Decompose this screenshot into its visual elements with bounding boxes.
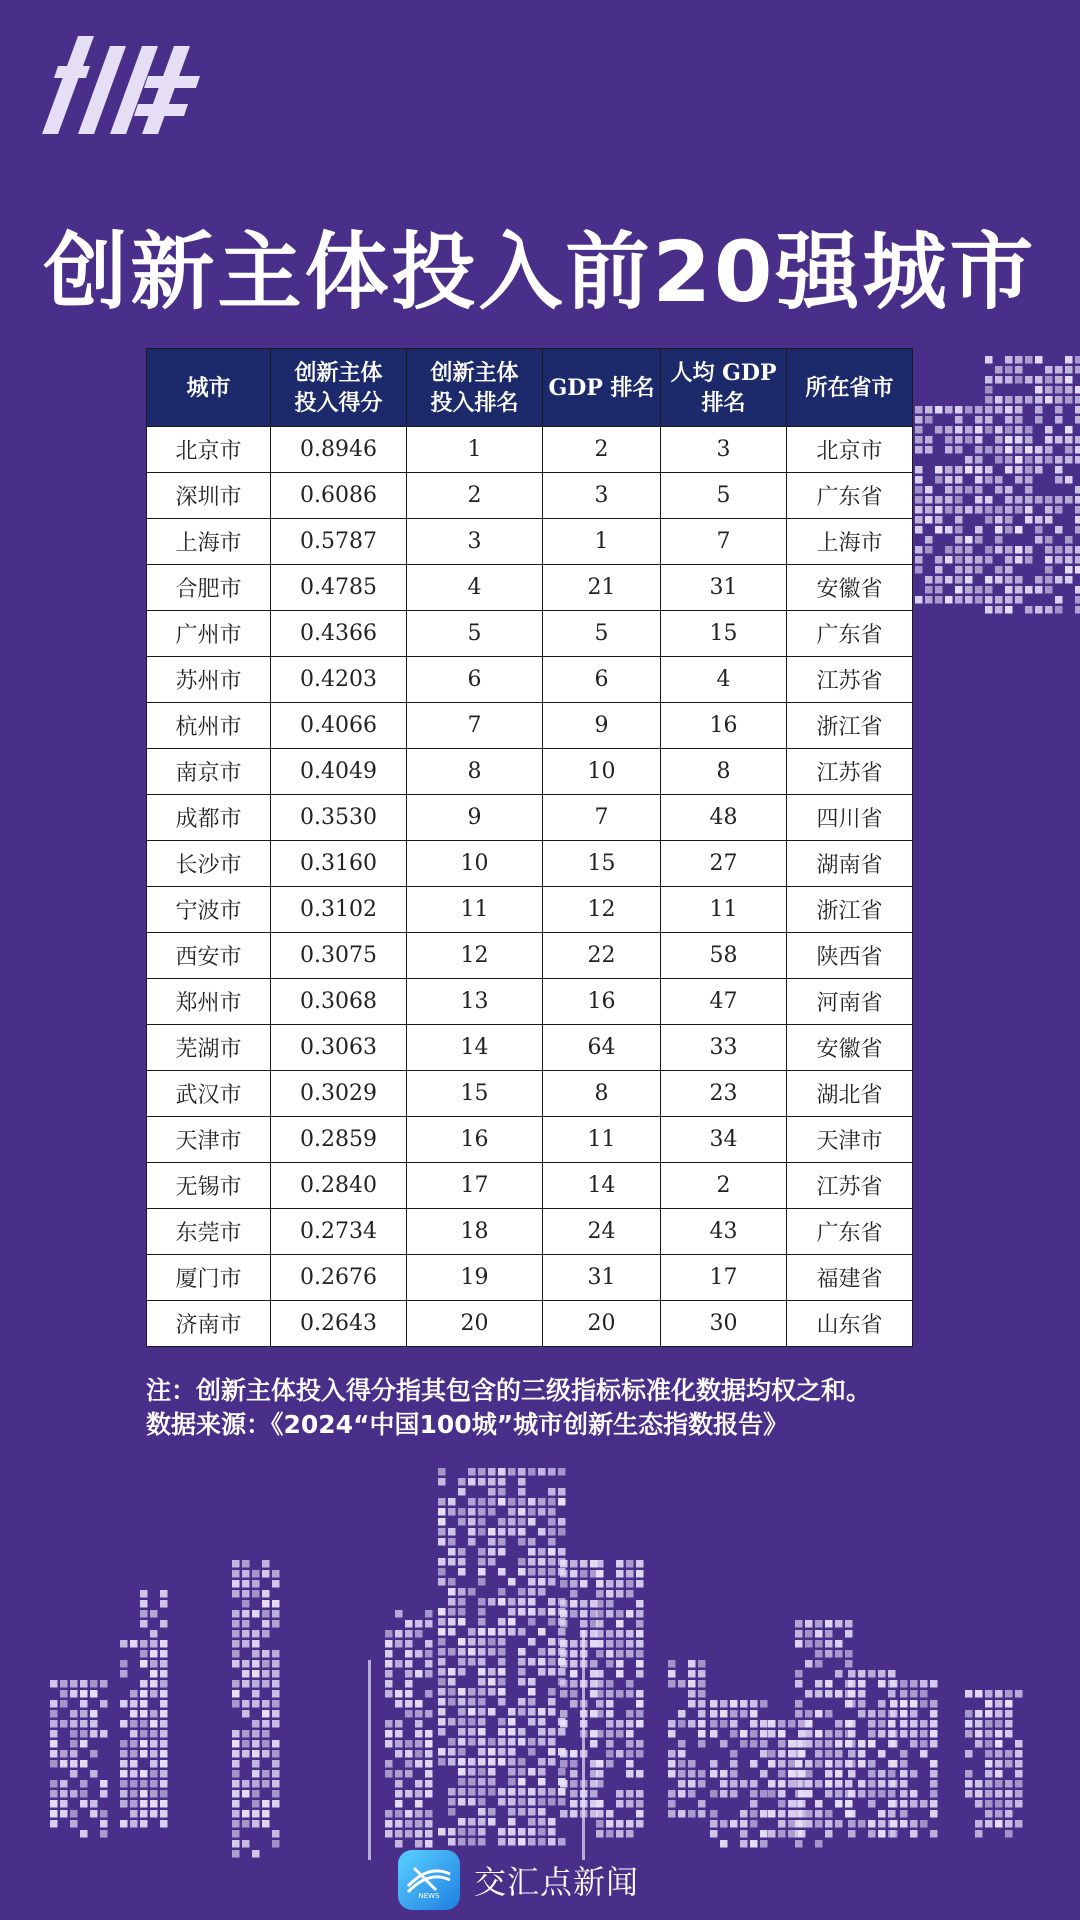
table-cell: 10 bbox=[407, 841, 543, 887]
table-cell: 6 bbox=[543, 657, 661, 703]
table-cell: 陕西省 bbox=[787, 933, 913, 979]
table-cell: 杭州市 bbox=[147, 703, 271, 749]
table-row bbox=[147, 565, 913, 611]
table-cell: 福建省 bbox=[787, 1255, 913, 1301]
column-header-line: 城市 bbox=[186, 374, 231, 401]
column-header-line: 人均 GDP bbox=[670, 359, 777, 386]
table-cell: 济南市 bbox=[147, 1301, 271, 1347]
table-cell: 10 bbox=[543, 749, 661, 795]
source-text: 数据来源：《2024“中国100城”城市创新生态指数报告》 bbox=[146, 1410, 789, 1439]
table-cell: 64 bbox=[543, 1025, 661, 1071]
table-cell: 成都市 bbox=[147, 795, 271, 841]
column-header-line: 投入得分 bbox=[294, 389, 383, 416]
table-cell: 11 bbox=[661, 887, 787, 933]
table-cell: 3 bbox=[661, 427, 787, 473]
column-header bbox=[407, 349, 543, 427]
table-cell: 9 bbox=[407, 795, 543, 841]
table-cell: 天津市 bbox=[147, 1117, 271, 1163]
table-row bbox=[147, 473, 913, 519]
table-cell: 浙江省 bbox=[787, 703, 913, 749]
table-cell: 0.3160 bbox=[271, 841, 407, 887]
table-cell: 13 bbox=[407, 979, 543, 1025]
table-cell: 18 bbox=[407, 1209, 543, 1255]
table-cell: 3 bbox=[407, 519, 543, 565]
table-header-row bbox=[147, 349, 913, 427]
logo-icon bbox=[38, 36, 200, 134]
table-cell: 0.3530 bbox=[271, 795, 407, 841]
table-cell: 19 bbox=[407, 1255, 543, 1301]
table-cell: 山东省 bbox=[787, 1301, 913, 1347]
table-cell: 15 bbox=[407, 1071, 543, 1117]
table-cell: 长沙市 bbox=[147, 841, 271, 887]
table-cell: 0.2840 bbox=[271, 1163, 407, 1209]
table-cell: 30 bbox=[661, 1301, 787, 1347]
table-cell: 上海市 bbox=[147, 519, 271, 565]
table-cell: 16 bbox=[661, 703, 787, 749]
table-cell: 14 bbox=[407, 1025, 543, 1071]
table-cell: 0.3075 bbox=[271, 933, 407, 979]
table-cell: 23 bbox=[661, 1071, 787, 1117]
table-cell: 1 bbox=[407, 427, 543, 473]
table-cell: 0.3102 bbox=[271, 887, 407, 933]
table-cell: 2 bbox=[543, 427, 661, 473]
table-cell: 广东省 bbox=[787, 611, 913, 657]
column-header-line: 所在省市 bbox=[805, 374, 894, 401]
table-cell: 湖北省 bbox=[787, 1071, 913, 1117]
table-cell: 0.2734 bbox=[271, 1209, 407, 1255]
table-cell: 江苏省 bbox=[787, 749, 913, 795]
table-cell: 7 bbox=[543, 795, 661, 841]
table-cell: 4 bbox=[407, 565, 543, 611]
table-cell: 5 bbox=[407, 611, 543, 657]
table-cell: 0.4203 bbox=[271, 657, 407, 703]
table-cell: 14 bbox=[543, 1163, 661, 1209]
table-row bbox=[147, 1163, 913, 1209]
table-cell: 0.4366 bbox=[271, 611, 407, 657]
notes-block bbox=[146, 1374, 1046, 1442]
table-cell: 0.8946 bbox=[271, 427, 407, 473]
table-row bbox=[147, 749, 913, 795]
table-cell: 33 bbox=[661, 1025, 787, 1071]
table-cell: 15 bbox=[661, 611, 787, 657]
table-row bbox=[147, 1301, 913, 1347]
table-cell: 芜湖市 bbox=[147, 1025, 271, 1071]
column-header-line: 排名 bbox=[701, 389, 746, 416]
table-cell: 无锡市 bbox=[147, 1163, 271, 1209]
ranking-table bbox=[146, 348, 913, 1347]
table-cell: 0.4066 bbox=[271, 703, 407, 749]
note-text: 注：创新主体投入得分指其包含的三级指标标准化数据均权之和。 bbox=[146, 1376, 872, 1405]
table-cell: 江苏省 bbox=[787, 657, 913, 703]
table-row bbox=[147, 795, 913, 841]
table-cell: 合肥市 bbox=[147, 565, 271, 611]
table-cell: 17 bbox=[661, 1255, 787, 1301]
table-cell: 11 bbox=[407, 887, 543, 933]
table-cell: 南京市 bbox=[147, 749, 271, 795]
table-cell: 7 bbox=[661, 519, 787, 565]
table-row bbox=[147, 1255, 913, 1301]
table-body bbox=[147, 427, 913, 1347]
table-cell: 北京市 bbox=[787, 427, 913, 473]
skyline-bottom-icon bbox=[0, 1460, 1080, 1860]
column-header bbox=[271, 349, 407, 427]
table-row bbox=[147, 1071, 913, 1117]
brand-logo-icon bbox=[398, 1850, 460, 1910]
table-cell: 厦门市 bbox=[147, 1255, 271, 1301]
table-cell: 浙江省 bbox=[787, 887, 913, 933]
column-header bbox=[787, 349, 913, 427]
table-row bbox=[147, 933, 913, 979]
table-cell: 0.2676 bbox=[271, 1255, 407, 1301]
table-cell: 安徽省 bbox=[787, 565, 913, 611]
table-cell: 江苏省 bbox=[787, 1163, 913, 1209]
table-cell: 湖南省 bbox=[787, 841, 913, 887]
table-cell: 2 bbox=[661, 1163, 787, 1209]
table-cell: 0.2859 bbox=[271, 1117, 407, 1163]
table-row bbox=[147, 427, 913, 473]
table-cell: 27 bbox=[661, 841, 787, 887]
table-cell: 4 bbox=[661, 657, 787, 703]
table-cell: 20 bbox=[407, 1301, 543, 1347]
table-cell: 31 bbox=[661, 565, 787, 611]
table-row bbox=[147, 1117, 913, 1163]
table-row bbox=[147, 887, 913, 933]
table-cell: 5 bbox=[661, 473, 787, 519]
column-header-line: 投入排名 bbox=[430, 389, 519, 416]
table-cell: 48 bbox=[661, 795, 787, 841]
table-cell: 0.5787 bbox=[271, 519, 407, 565]
table-cell: 北京市 bbox=[147, 427, 271, 473]
table-cell: 东莞市 bbox=[147, 1209, 271, 1255]
table-row bbox=[147, 611, 913, 657]
brand-name: 交汇点新闻 bbox=[474, 1863, 640, 1901]
table-cell: 7 bbox=[407, 703, 543, 749]
table-row bbox=[147, 657, 913, 703]
table-cell: 22 bbox=[543, 933, 661, 979]
table-cell: 6 bbox=[407, 657, 543, 703]
brand-logo-text: NEWS bbox=[418, 1892, 440, 1900]
table-cell: 8 bbox=[407, 749, 543, 795]
table-cell: 广州市 bbox=[147, 611, 271, 657]
table-cell: 1 bbox=[543, 519, 661, 565]
table-cell: 河南省 bbox=[787, 979, 913, 1025]
table-cell: 0.3063 bbox=[271, 1025, 407, 1071]
table-cell: 5 bbox=[543, 611, 661, 657]
table-row bbox=[147, 841, 913, 887]
table-cell: 47 bbox=[661, 979, 787, 1025]
table-cell: 广东省 bbox=[787, 1209, 913, 1255]
table-cell: 11 bbox=[543, 1117, 661, 1163]
table-cell: 天津市 bbox=[787, 1117, 913, 1163]
page-title: 创新主体投入前20强城市 bbox=[43, 223, 1037, 321]
table-cell: 深圳市 bbox=[147, 473, 271, 519]
column-header-line: GDP 排名 bbox=[548, 374, 655, 401]
table-row bbox=[147, 519, 913, 565]
table-cell: 9 bbox=[543, 703, 661, 749]
table-cell: 2 bbox=[407, 473, 543, 519]
table-cell: 24 bbox=[543, 1209, 661, 1255]
table-row bbox=[147, 703, 913, 749]
table-cell: 郑州市 bbox=[147, 979, 271, 1025]
table-cell: 安徽省 bbox=[787, 1025, 913, 1071]
table-cell: 0.3029 bbox=[271, 1071, 407, 1117]
table-cell: 8 bbox=[543, 1071, 661, 1117]
skyline-right-icon bbox=[905, 356, 1080, 616]
table-cell: 0.4785 bbox=[271, 565, 407, 611]
ranking-table-container bbox=[146, 348, 912, 1347]
table-cell: 20 bbox=[543, 1301, 661, 1347]
brand-footer bbox=[398, 1850, 639, 1910]
table-cell: 12 bbox=[543, 887, 661, 933]
table-cell: 武汉市 bbox=[147, 1071, 271, 1117]
table-cell: 21 bbox=[543, 565, 661, 611]
column-header bbox=[661, 349, 787, 427]
table-cell: 广东省 bbox=[787, 473, 913, 519]
table-cell: 宁波市 bbox=[147, 887, 271, 933]
table-cell: 上海市 bbox=[787, 519, 913, 565]
table-cell: 16 bbox=[407, 1117, 543, 1163]
column-header bbox=[147, 349, 271, 427]
table-cell: 四川省 bbox=[787, 795, 913, 841]
table-cell: 34 bbox=[661, 1117, 787, 1163]
column-header-line: 创新主体 bbox=[294, 359, 383, 386]
table-cell: 15 bbox=[543, 841, 661, 887]
table-row bbox=[147, 1209, 913, 1255]
table-cell: 0.6086 bbox=[271, 473, 407, 519]
table-cell: 12 bbox=[407, 933, 543, 979]
table-cell: 31 bbox=[543, 1255, 661, 1301]
table-row bbox=[147, 1025, 913, 1071]
table-cell: 0.4049 bbox=[271, 749, 407, 795]
table-cell: 苏州市 bbox=[147, 657, 271, 703]
column-header bbox=[543, 349, 661, 427]
table-cell: 3 bbox=[543, 473, 661, 519]
table-row bbox=[147, 979, 913, 1025]
table-cell: 西安市 bbox=[147, 933, 271, 979]
table-cell: 58 bbox=[661, 933, 787, 979]
column-header-line: 创新主体 bbox=[430, 359, 519, 386]
table-cell: 0.3068 bbox=[271, 979, 407, 1025]
table-cell: 0.2643 bbox=[271, 1301, 407, 1347]
table-cell: 17 bbox=[407, 1163, 543, 1209]
table-cell: 16 bbox=[543, 979, 661, 1025]
table-cell: 8 bbox=[661, 749, 787, 795]
table-cell: 43 bbox=[661, 1209, 787, 1255]
